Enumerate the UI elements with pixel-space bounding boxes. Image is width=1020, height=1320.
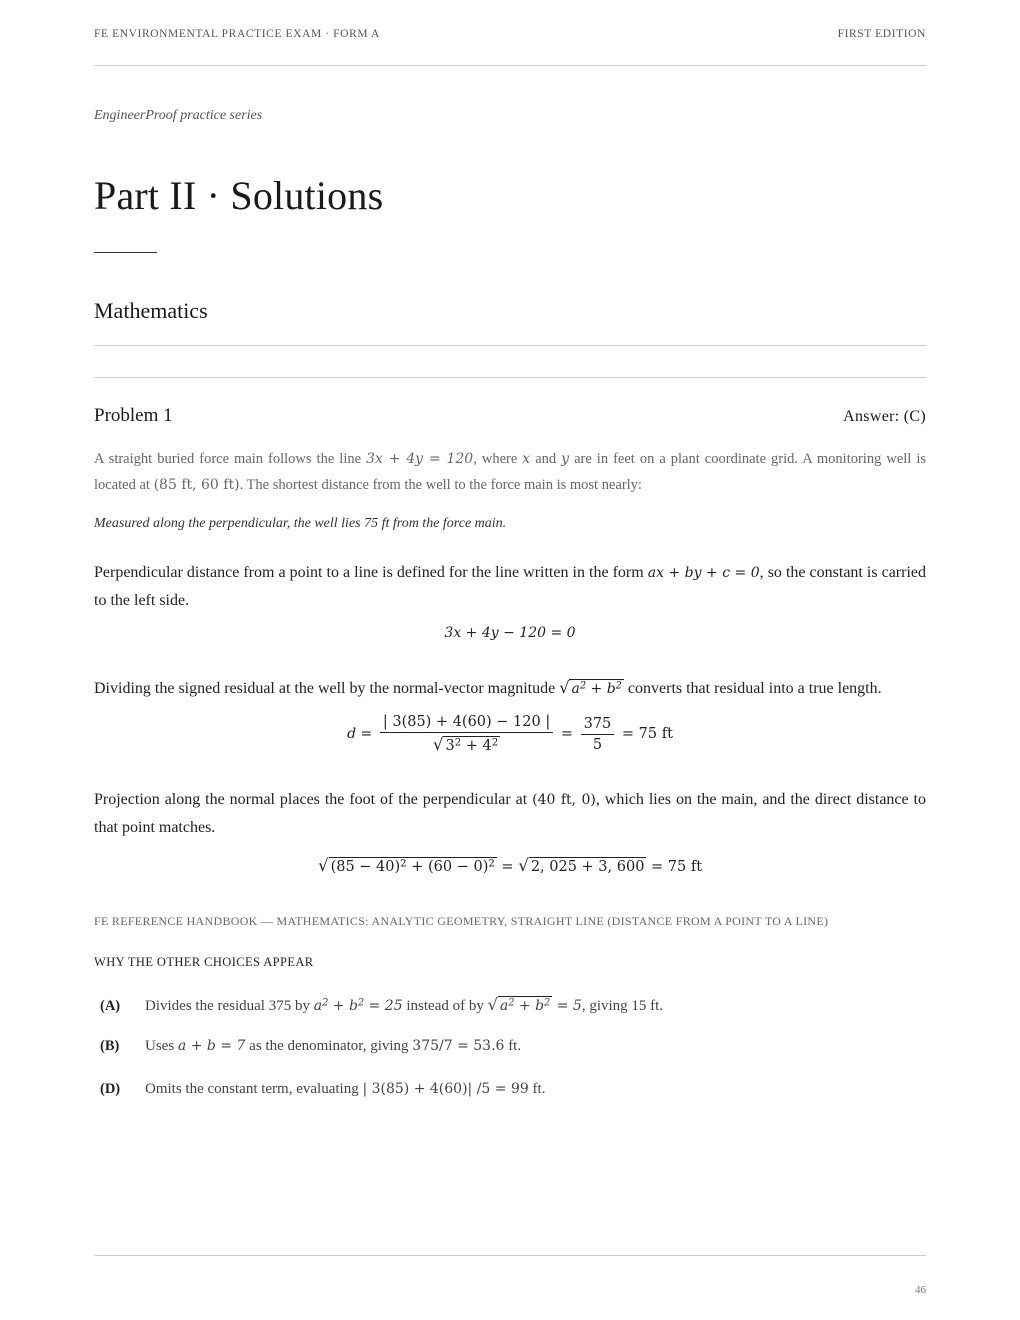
section-divider [94,345,926,346]
perpendicular-foot: (40 ft, 0) [532,792,596,808]
problem-title: Problem 1 [94,405,173,426]
header-divider [94,65,926,66]
solution-paragraph-2: Dividing the signed residual at the well by the normal-vector magnitude √ $a^2 + b^2$ converts that residual into a true length. [94,674,939,703]
choice-explanation: Omits the constant term, evaluating | 3(85) + 4(60)| /5 = 99 ft. [145,1081,546,1097]
line-equation: 3x + 4y = 120 [366,451,474,467]
problem-header [94,405,926,427]
page [94,0,926,1320]
title-underline [94,252,157,253]
equation-check: √ $(85 - 40)^2 + (60 - 0)^2$ = √ 2, 025 + 3, 600 = 75 ft [317,856,703,875]
solution-paragraph-3: Projection along the normal places the foot of the perpendicular at (40 ft, 0), which lies on the main, and the direct distance to that point matches. [94,791,927,836]
answer-label: Answer: (C) [843,408,926,425]
choice-explanation: Uses a + b = 7 as the denominator, giving 375/7 = 53.6 ft. [145,1038,522,1054]
equation-distance: d = $\frac{| 3(85) + 4(60) - 120 |}{√ 3^2 + 4^2}$ = $\frac{375}{5}$ = 75 ft [347,714,673,754]
simplified-fraction: $\frac{375}{5}$ [581,716,615,753]
solution-paragraph-1: Perpendicular distance from a point to a line is defined for the line written in the form ax + by + c = 0, so the constant is carried to the left side. [94,564,927,609]
well-location: (85 ft, 60 ft) [153,477,240,493]
choice-a [94,995,926,1015]
answer-summary: Measured along the perpendicular, the well lies 75 ft from the force main. [94,516,507,531]
running-head-title: FE ENVIRONMENTAL PRACTICE EXAM · FORM A [94,28,380,40]
series-label: EngineerProof practice series [94,108,263,123]
choice-explanation: Divides the residual 375 by $a^2 + b^2 = 25$ instead of by √ $a^2 + b^2 = 5$, giving 15 ft. [145,995,664,1014]
equation-line-form: 3x + 4y − 120 = 0 [444,625,576,641]
choice-letter: (D) [100,1081,121,1097]
choice-b [94,1038,926,1055]
choice-d [94,1081,926,1098]
footer-divider [94,1255,926,1256]
section-title: Mathematics [94,298,208,323]
normal-magnitude: √ $a^2 + b^2$ [559,678,622,697]
problem-statement: A straight buried force main follows the line 3x + 4y = 120, where x and y are in feet on a plant coordinate grid. A monitoring well is located at (85 ft, 60 ft). The shortest distance from the well to the force main is most nearly: [94,451,927,493]
handbook-reference: FE REFERENCE HANDBOOK — MATHEMATICS: ANALYTIC GEOMETRY, STRAIGHT LINE (DISTANCE FROM A POINT TO A LINE) [94,914,829,928]
page-number: 46 [915,1284,926,1296]
general-line-form: ax + by + c = 0 [647,565,760,581]
distance-fraction: $\frac{| 3(85) + 4(60) - 120 |}{√ 3^2 + 4^2}$ [380,714,553,754]
part-title: Part II · Solutions [94,173,384,218]
problem-divider [94,377,926,378]
running-head-edition: FIRST EDITION [837,28,926,40]
choice-letter: (B) [100,1038,120,1054]
distractor-heading: WHY THE OTHER CHOICES APPEAR [94,955,314,969]
choice-letter: (A) [100,998,121,1014]
running-head [94,28,926,40]
